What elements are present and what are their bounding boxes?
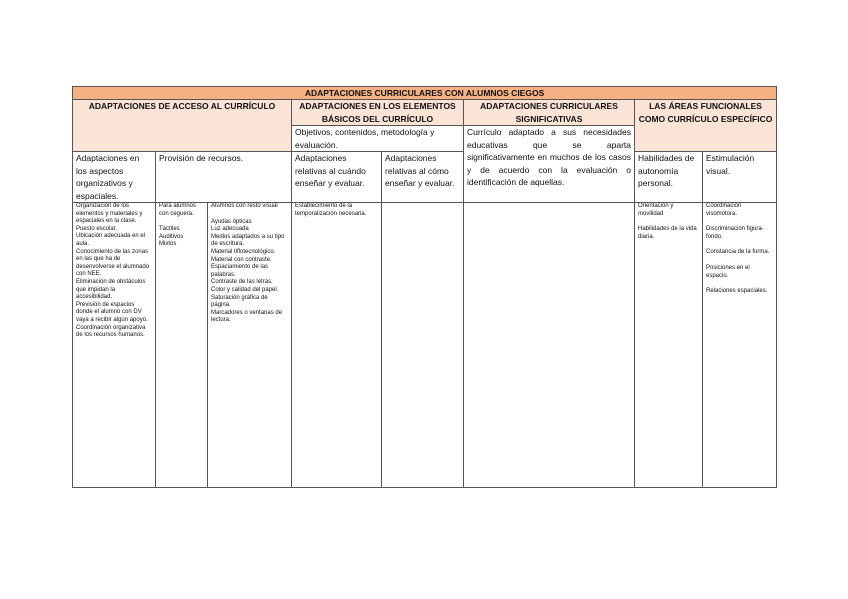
cuando-ensenar-cell: Adaptaciones relativas al cuándo enseñar y evaluar.: [292, 152, 382, 203]
list-item: Táctiles: [159, 226, 180, 233]
list-item: Ayudas ópticas: [211, 218, 252, 225]
list-item: Coordinación organizativa de los recursos humanos.: [76, 324, 146, 339]
list-item: Auditivos: [159, 233, 184, 240]
list-item: Ubicación adecuada en el aula.: [76, 233, 146, 247]
category-row: [73, 152, 777, 203]
list-item: Mixtos: [159, 241, 177, 248]
temporalizacion-text: Establecimiento de la temporalización necesaria.: [295, 203, 367, 217]
header-elementos: ADAPTACIONES EN LOS ELEMENTOS BÁSICOS DEL CURRÍCULO: [292, 100, 464, 126]
list-item: Color y calidad del papel.: [211, 286, 279, 293]
list-item: Material tiflotecnológico.: [211, 248, 276, 255]
curriculo-adaptado-cell: Currículo adaptado a sus necesidades educativas que se aparta significativamente en muchos de los casos y de acuerdo con la evaluación o identificación de aquellas.: [464, 126, 635, 203]
objetivos-cell: Objetivos, contenidos, metodología y evaluación.: [292, 126, 464, 152]
header-acceso: ADAPTACIONES DE ACCESO AL CURRÍCULO: [73, 100, 292, 152]
list-item: Conocimiento de las zonas en las que ha de desenvolverse el alumnado con NEE.: [76, 248, 150, 278]
adaptaciones-table: [72, 86, 777, 488]
list-item: Puesto escolar.: [76, 225, 118, 232]
list-item: Material con contraste.: [211, 256, 272, 263]
detail-row: [73, 203, 777, 488]
list-item: Saturación gráfica de página.: [211, 294, 268, 309]
list-item: Constancia de la forma.: [706, 249, 770, 256]
list-item: Orientación y movilidad: [638, 203, 674, 217]
ceguera-detail-cell: [156, 203, 208, 488]
estimulacion-visual-cell: Estimulación visual.: [703, 152, 777, 203]
title-row: [73, 87, 777, 100]
habilidades-autonomia-cell: Habilidades de autonomía personal.: [635, 152, 703, 203]
list-item: Habilidades de la vida diaria.: [638, 226, 697, 240]
list-item: Relaciones espaciales.: [706, 288, 768, 295]
list-item: Discriminación figura-fondo.: [706, 226, 764, 240]
list-item: Posiciones en el espacio.: [706, 264, 750, 279]
list-item: Coordinación visomotora.: [706, 203, 742, 217]
list-item: Organización de los elementos y materiales y espaciales en la clase.: [76, 203, 143, 225]
provision-recursos-cell: Provisión de recursos.: [156, 152, 292, 203]
list-item: Previsión de espacios donde el alumno con DV vaya a recibir algún apoyo.: [76, 301, 148, 323]
list-item: Eliminación de obstáculos que impidan la accesibilidad.: [76, 278, 146, 301]
header-significativas: ADAPTACIONES CURRICULARES SIGNIFICATIVAS: [464, 100, 635, 126]
list-item: Contraste de las letras.: [211, 279, 273, 286]
list-item: Espaciamiento de las palabras.: [211, 264, 269, 278]
list-item: Medios adaptados a su tipo de escritura.: [211, 233, 285, 248]
significativas-detail-cell: [464, 203, 635, 488]
estimulacion-detail-cell: [703, 203, 777, 488]
resto-visual-detail-cell: [208, 203, 292, 488]
aspectos-organizativos-cell: Adaptaciones en los aspectos organizativos y espaciales.: [73, 152, 156, 203]
list-item: Alumnos con resto visual: [211, 203, 278, 209]
como-detail-cell: [382, 203, 464, 488]
organizativos-detail-cell: [73, 203, 156, 488]
temporalizacion-detail-cell: [292, 203, 382, 488]
header-row: [73, 100, 777, 126]
list-item: Luz adecuada: [211, 226, 249, 233]
habilidades-detail-cell: [635, 203, 703, 488]
como-ensenar-cell: Adaptaciones relativas al cómo enseñar y evaluar.: [382, 152, 464, 203]
header-areas: LAS ÁREAS FUNCIONALES COMO CURRÍCULO ESPECÍFICO: [635, 100, 777, 152]
table-title: ADAPTACIONES CURRICULARES CON ALUMNOS CIEGOS: [73, 87, 777, 100]
list-item: Marcadores o ventanas de lectura.: [211, 309, 283, 324]
para-alumnos-text: Para alumnos con ceguera.: [159, 203, 197, 217]
